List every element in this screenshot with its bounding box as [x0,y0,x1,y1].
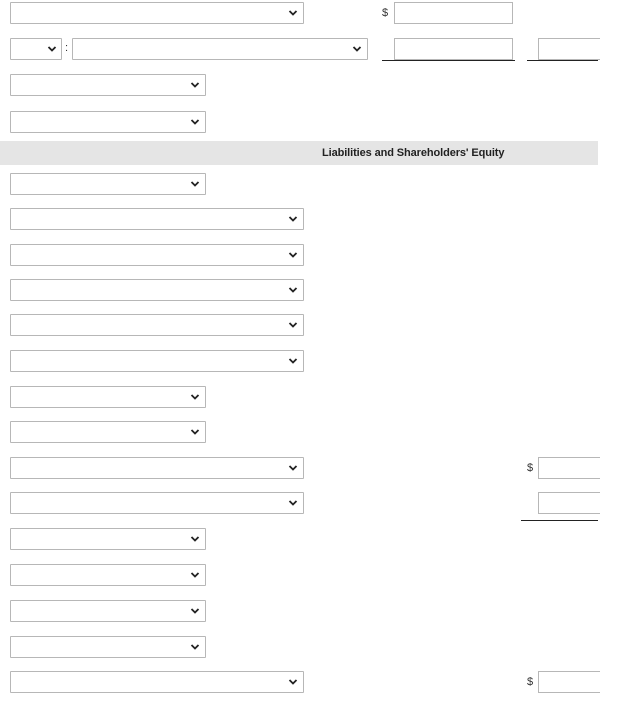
total-input-2[interactable] [538,457,600,479]
account-select-17[interactable] [10,600,206,622]
chevron-down-icon [190,534,200,544]
account-select-1[interactable] [10,2,304,24]
chevron-down-icon [288,285,298,295]
account-select-8[interactable] [10,279,304,301]
chevron-down-icon [288,250,298,260]
account-select-11[interactable] [10,386,206,408]
account-select-18[interactable] [10,636,206,658]
amount-input-2[interactable] [394,38,513,60]
account-select-12[interactable] [10,421,206,443]
account-select-2[interactable] [72,38,368,60]
chevron-down-icon [288,8,298,18]
account-select-5[interactable] [10,173,206,195]
chevron-down-icon [288,320,298,330]
chevron-down-icon [190,570,200,580]
account-select-19[interactable] [10,671,304,693]
account-select-15[interactable] [10,528,206,550]
chevron-down-icon [288,214,298,224]
chevron-down-icon [190,392,200,402]
chevron-down-icon [288,498,298,508]
dollar-sign: $ [527,462,534,474]
prefix-select[interactable] [10,38,62,60]
chevron-down-icon [190,427,200,437]
chevron-down-icon [190,80,200,90]
account-select-10[interactable] [10,350,304,372]
chevron-down-icon [190,117,200,127]
chevron-down-icon [288,356,298,366]
account-select-7[interactable] [10,244,304,266]
chevron-down-icon [288,677,298,687]
total-input-1[interactable] [538,38,600,60]
colon-separator: : [65,42,69,54]
chevron-down-icon [288,463,298,473]
amount-input-1[interactable] [394,2,513,24]
section-header-band [0,141,598,165]
account-select-16[interactable] [10,564,206,586]
account-select-3[interactable] [10,74,206,96]
chevron-down-icon [190,642,200,652]
chevron-down-icon [190,606,200,616]
section-title: Liabilities and Shareholders' Equity [322,147,505,159]
chevron-down-icon [47,44,57,54]
account-select-9[interactable] [10,314,304,336]
account-select-14[interactable] [10,492,304,514]
chevron-down-icon [352,44,362,54]
account-select-13[interactable] [10,457,304,479]
dollar-sign: $ [382,7,389,19]
chevron-down-icon [190,179,200,189]
underline [382,60,515,61]
account-select-6[interactable] [10,208,304,230]
total-input-4[interactable] [538,671,600,693]
underline [521,520,598,521]
underline [527,60,598,61]
dollar-sign: $ [527,676,534,688]
total-input-3[interactable] [538,492,600,514]
account-select-4[interactable] [10,111,206,133]
